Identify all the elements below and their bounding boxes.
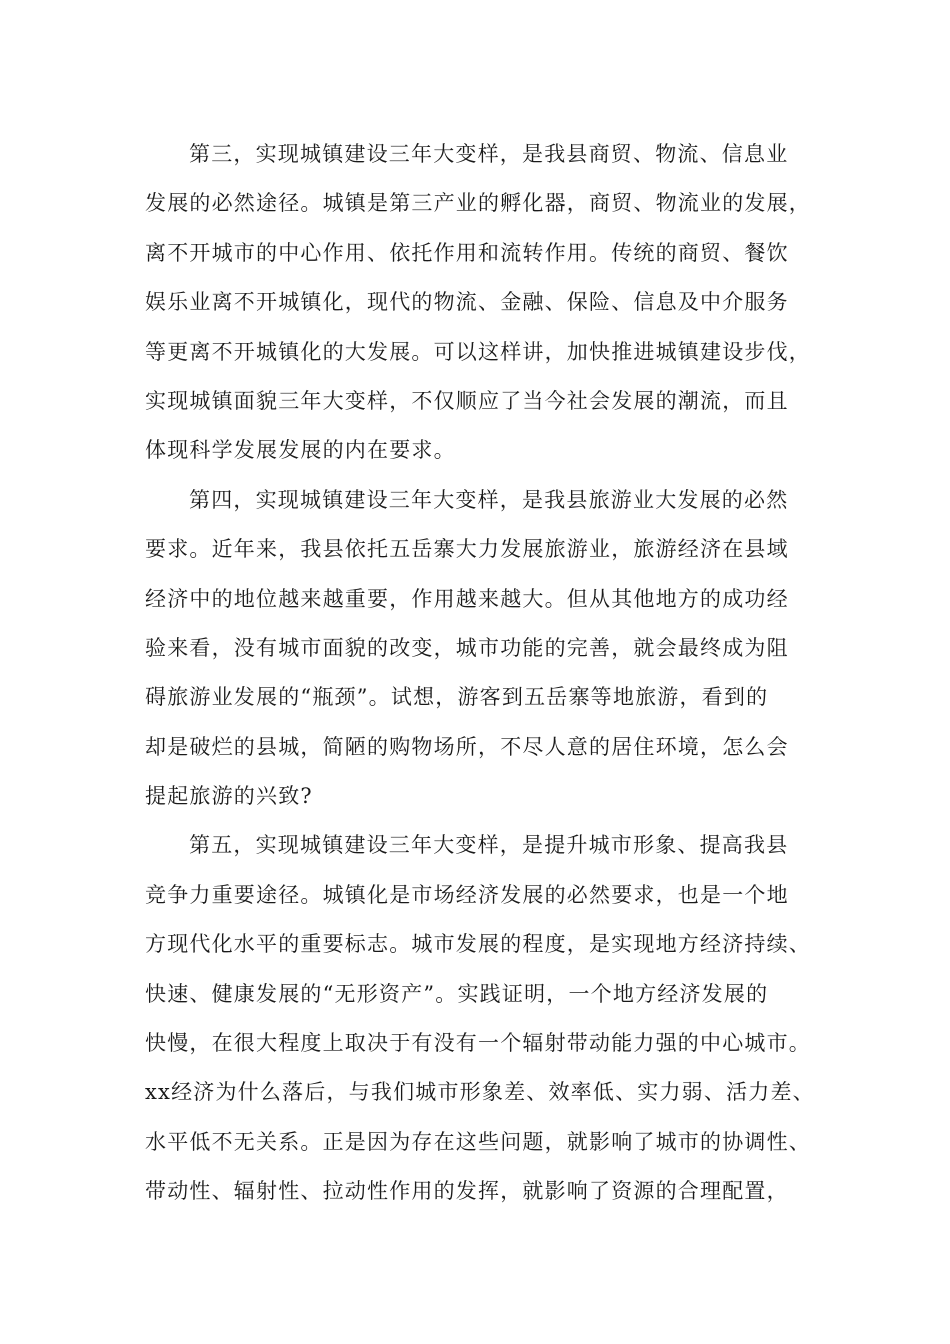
paragraph-line: 第三，实现城镇建设三年大变样，是我县商贸、物流、信息业 <box>189 142 789 166</box>
paragraph-line: 带动性、辐射性、拉动性作用的发挥，就影响了资源的合理配置， <box>145 1179 789 1204</box>
paragraph-line: 实现城镇面貌三年大变样，不仅顺应了当今社会发展的潮流，而且 <box>145 388 789 413</box>
paragraph-line: 离不开城市的中心作用、依托作用和流转作用。传统的商贸、餐饮 <box>145 240 789 265</box>
paragraph-line: 第五，实现城镇建设三年大变样，是提升城市形象、提高我县 <box>189 833 789 858</box>
paragraph-line: 第四，实现城镇建设三年大变样，是我县旅游业大发展的必然 <box>189 487 789 512</box>
paragraph-3 <box>145 130 815 476</box>
paragraph-line: 竞争力重要途径。城镇化是市场经济发展的必然要求，也是一个地 <box>145 882 789 907</box>
paragraph-5 <box>145 821 815 1216</box>
paragraph-line: 验来看，没有城市面貌的改变，城市功能的完善，就会最终成为阻 <box>145 635 789 660</box>
paragraph-line: 经济中的地位越来越重要，作用越来越大。但从其他地方的成功经 <box>145 586 789 611</box>
paragraph-line: xx经济为什么落后，与我们城市形象差、效率低、实力弱、活力差、 <box>145 1080 815 1105</box>
paragraph-line: 水平低不无关系。正是因为存在这些问题，就影响了城市的协调性、 <box>145 1129 811 1154</box>
paragraph-line: 发展的必然途径。城镇是第三产业的孵化器，商贸、物流业的发展， <box>145 191 811 216</box>
paragraph-line: 要求。近年来，我县依托五岳寨大力发展旅游业，旅游经济在县域 <box>145 537 789 562</box>
paragraph-4 <box>145 476 815 822</box>
paragraph-line: 快速、健康发展的“无形资产”。实践证明，一个地方经济发展的 <box>145 981 769 1006</box>
paragraph-line: 体现科学发展发展的内在要求。 <box>145 438 456 463</box>
paragraph-line: 等更离不开城镇化的大发展。可以这样讲，加快推进城镇建设步伐， <box>145 339 811 364</box>
paragraph-line: 方现代化水平的重要标志。城市发展的程度，是实现地方经济持续、 <box>145 932 811 957</box>
paragraph-line: 快慢，在很大程度上取决于有没有一个辐射带动能力强的中心城市。 <box>145 1031 811 1056</box>
paragraph-line: 却是破烂的县城，简陋的购物场所，不尽人意的居住环境，怎么会 <box>145 734 789 759</box>
document-body <box>145 130 815 1217</box>
paragraph-line: 娱乐业离不开城镇化，现代的物流、金融、保险、信息及中介服务 <box>145 290 789 315</box>
paragraph-line: 碍旅游业发展的“瓶颈”。试想，游客到五岳寨等地旅游，看到的 <box>145 685 769 710</box>
paragraph-line: 提起旅游的兴致? <box>145 784 313 809</box>
